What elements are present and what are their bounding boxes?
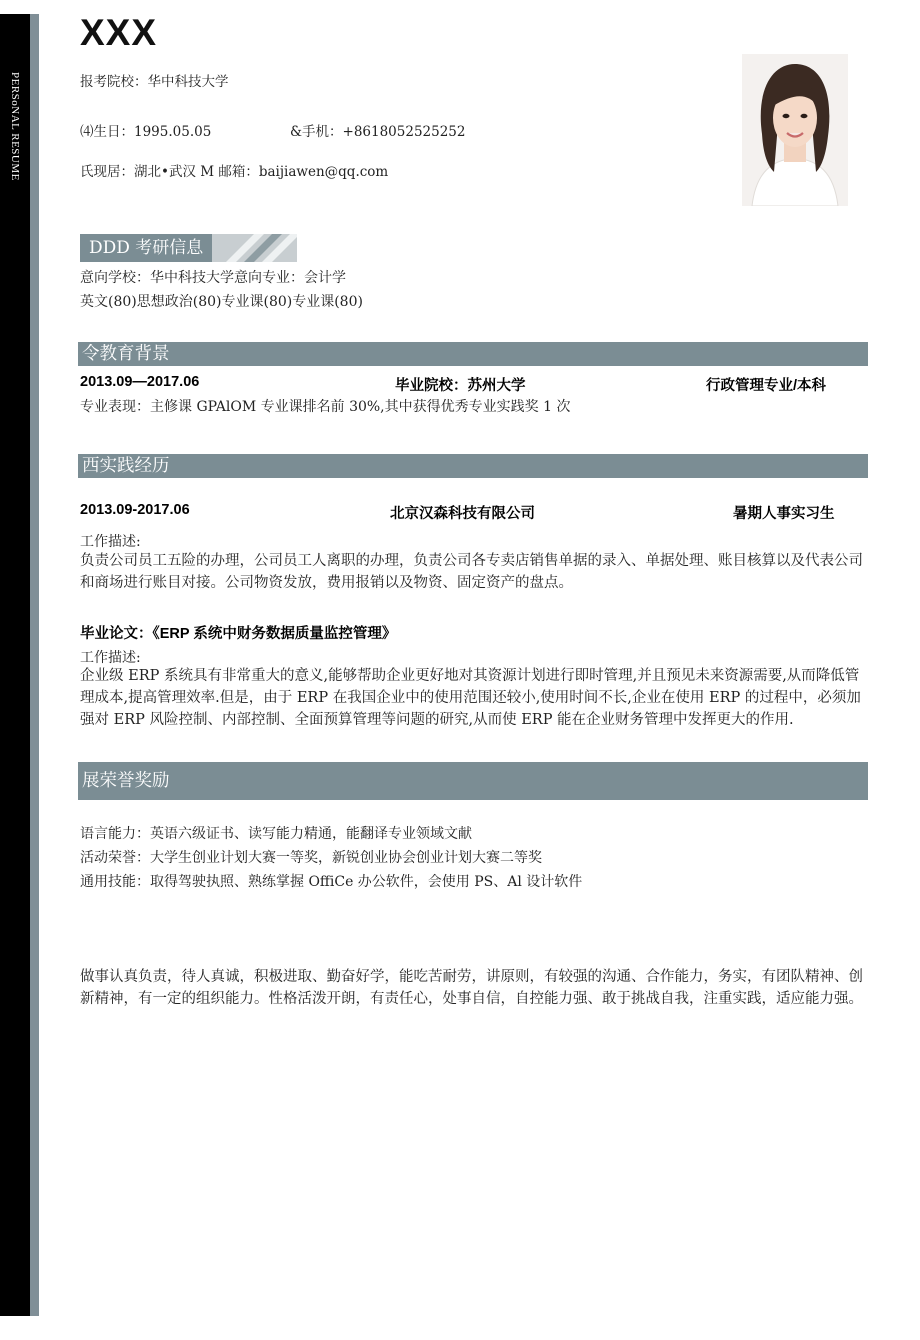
- education-school: 毕业院校：苏州大学: [395, 378, 526, 394]
- thesis-desc-label: 工作描述:: [80, 650, 141, 666]
- honors-section-heading: 展荣誉奖励: [78, 762, 868, 800]
- honor-item: 通用技能：取得驾驶执照、熟练掌握 OffiCe 办公软件，会使用 PS、Al 设计软件: [80, 874, 583, 890]
- practice-desc-label: 工作描述:: [80, 534, 141, 550]
- education-section-heading: 令教育背景: [78, 342, 868, 366]
- practice-desc-text: 负责公司员工五险的办理，公司员工人离职的办理，负责公司各专卖店销售单据的录入、单据处理、账目核算以及代表公司和商场进行账目对接。公司物资发放，费用报销以及物资、固定资产的盘点。: [80, 553, 863, 591]
- honor-item: 活动荣誉：大学生创业计划大赛一等奖，新锐创业协会创业计划大赛二等奖: [80, 850, 542, 866]
- phone-number: &手机：+8618052525252: [290, 124, 466, 140]
- kaoyan-target: 意向学校：华中科技大学意向专业：会计学: [80, 270, 346, 286]
- thesis-title: 毕业论文：《ERP 系统中财务数据质量监控管理》: [80, 626, 397, 642]
- target-school: 报考院校：华中科技大学: [80, 74, 229, 90]
- practice-section-heading: 西实践经历: [78, 454, 868, 478]
- birth-date: ⑷生日：1995.05.05: [80, 124, 212, 140]
- education-major: 行政管理专业/本科: [706, 378, 827, 394]
- education-period: 2013.09—2017.06: [80, 374, 200, 390]
- practice-company: 北京汉森科技有限公司: [390, 506, 535, 522]
- kaoyan-section-heading: DDD 考研信息: [80, 234, 212, 262]
- education-detail: 专业表现：主修课 GPAlOM 专业课排名前 30%,其中获得优秀专业实践奖 1 次: [80, 399, 571, 415]
- resume-sidebar: [0, 14, 30, 1316]
- practice-period: 2013.09-2017.06: [80, 502, 190, 518]
- residence-email: 氏现居：湖北•武汉 M 邮箱：baijiawen@qq.com: [80, 164, 389, 180]
- sidebar-accent-strip: [30, 14, 39, 1316]
- kaoyan-scores: 英文(80)思想政治(80)专业课(80)专业课(80): [80, 294, 363, 310]
- self-evaluation: 做事认真负责，待人真诚，积极进取、勤奋好学，能吃苦耐劳，讲原则，有较强的沟通、合作能力，务实，有团队精神、创新精神，有一定的组织能力。性格活泼开朗，有责任心，处事自信，自控能力强、敢于挑战自我，注重实践，适应能力强。: [80, 969, 863, 1007]
- honor-item: 语言能力：英语六级证书、读写能力精通，能翻译专业领域文献: [80, 826, 472, 842]
- profile-photo: [742, 54, 848, 206]
- candidate-name: XXX: [80, 12, 158, 53]
- practice-position: 暑期人事实习生: [733, 506, 835, 522]
- thesis-desc-text: 企业级 ERP 系统具有非常重大的意义,能够帮助企业更好地对其资源计划进行即时管理,并且预见未来资源需要,从而降低管理成本,提高管理效率.但是，由于 ERP 在我国企业中的使用范围还较小,使用时间不长,企业在使用 ERP 的过程中，必须加强对 ERP 风险控制、内部控制、全面预算管理等问题的研究,从而使 ERP 能在企业财务管理中发挥更大的作用.: [80, 668, 861, 728]
- heading-stripe-decoration: [212, 234, 297, 262]
- sidebar-label: PERSoNAL RESUME: [9, 72, 21, 181]
